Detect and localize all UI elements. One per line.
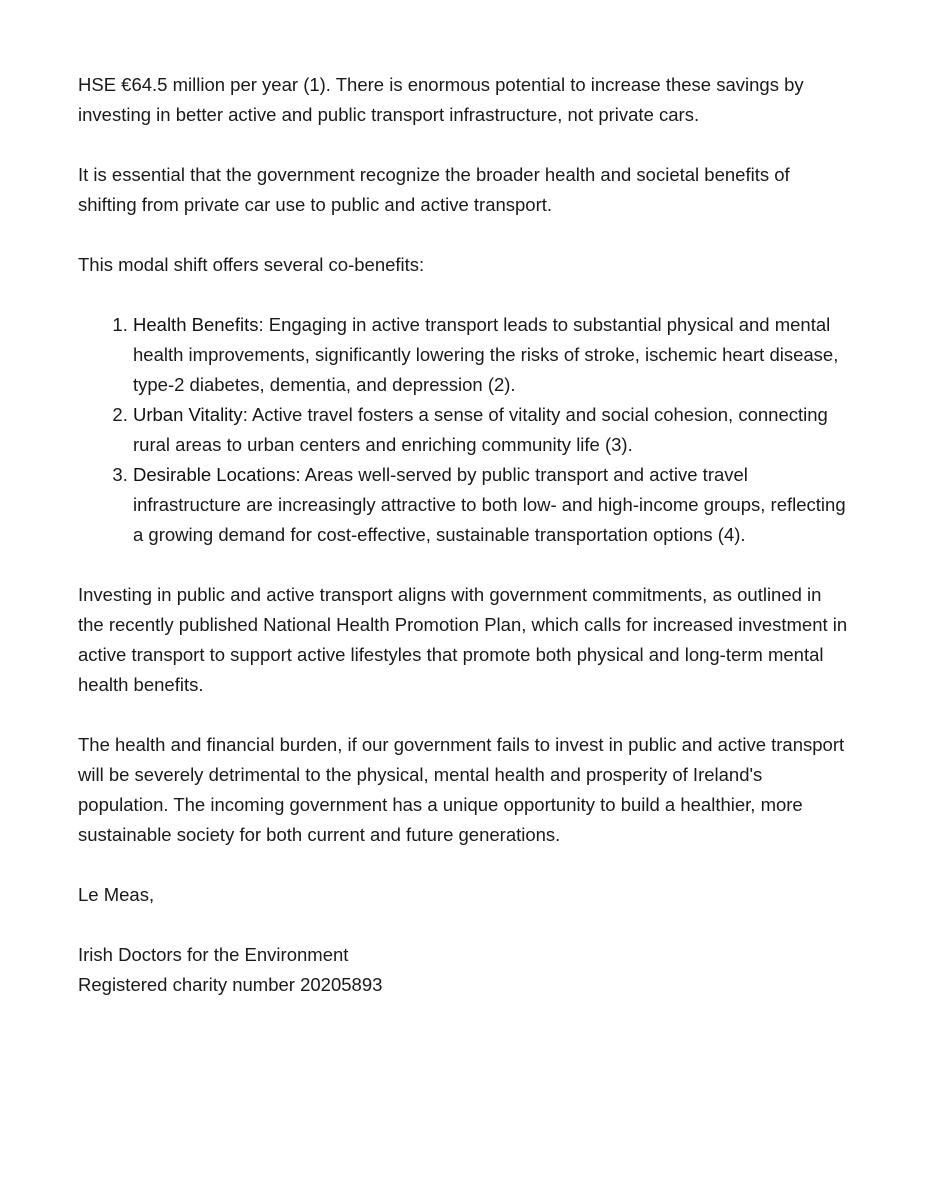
closing-salutation: Le Meas, <box>78 884 155 905</box>
benefit-item-health <box>133 310 848 400</box>
paragraph-financial-burden: The health and financial burden, if our government fails to invest in public and active transport will be severely detrimental to the physical, mental health and prosperity of Ireland's population. The incoming government has a unique opportunity to build a healthier, more sustainable society for both current and future generations. <box>78 734 845 845</box>
benefit-text: Areas well-served by public transport and active travel infrastructure are increasingly attractive to both low- and high-income groups, reflecting a growing demand for cost-effective, sustainable transportation options (4). <box>133 464 846 545</box>
benefit-text: : Active travel fosters a sense of vitality and social cohesion, connecting rural areas to urban centers and enriching community life (3). <box>133 404 828 455</box>
benefit-term: Urban Vitality <box>133 404 243 425</box>
signature-block <box>78 940 848 1000</box>
benefits-list <box>78 310 848 550</box>
paragraph-savings: HSE €64.5 million per year (1). There is enormous potential to increase these savings by investing in better active and public transport infrastructure, not private cars. <box>78 74 804 125</box>
benefit-item-desirable-locations <box>133 460 848 550</box>
benefit-term: Desirable Locations: <box>133 464 301 485</box>
signature-organization: Irish Doctors for the Environment <box>78 944 349 965</box>
signature-charity-number: Registered charity number 20205893 <box>78 974 383 995</box>
paragraph-government-recognition: It is essential that the government recognize the broader health and societal benefits of shifting from private car use to public and active transport. <box>78 164 790 215</box>
benefit-item-urban-vitality <box>133 400 848 460</box>
paragraph-investment-alignment: Investing in public and active transport aligns with government commitments, as outlined in the recently published National Health Promotion Plan, which calls for increased investment in active transport to support active lifestyles that promote both physical and long-term mental health benefits. <box>78 584 848 695</box>
document-page <box>78 70 848 1000</box>
benefit-term: Health Benefits <box>133 314 259 335</box>
paragraph-co-benefits-intro: This modal shift offers several co-benefits: <box>78 254 425 275</box>
benefit-text: : Engaging in active transport leads to substantial physical and mental health improvements, significantly lowering the risks of stroke, ischemic heart disease, type-2 diabetes, dementia, and depression (2). <box>133 314 839 395</box>
